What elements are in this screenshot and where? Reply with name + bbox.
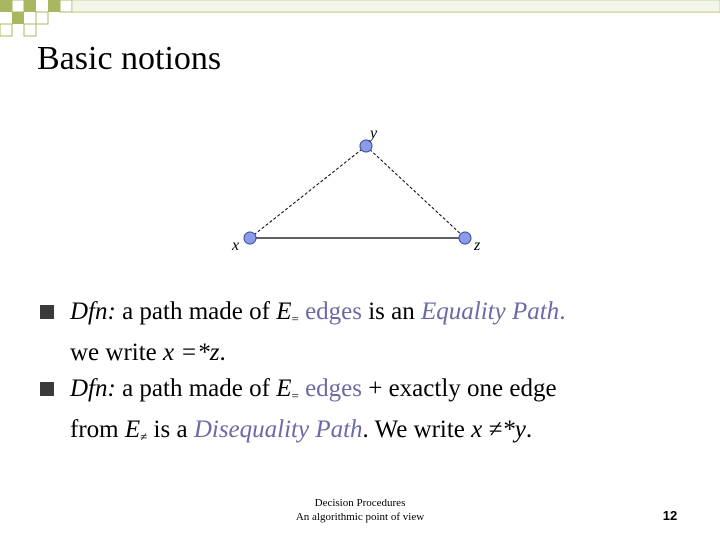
footer-line-1: Decision Procedures (314, 497, 406, 509)
bullet-1-line-1: Dfn: a path made of $E_=$ edges is an Equality Path. (70, 298, 566, 326)
bullet-2-line-2: from $E_\ne$ is a Disequality Path. We write x ≠*y. (70, 416, 533, 444)
node-label-x: x (232, 237, 240, 254)
bullet-text-2 (70, 372, 710, 454)
bullet-marker-2 (40, 382, 54, 396)
bullet-marker-1 (40, 305, 54, 319)
slide-footer (260, 496, 460, 524)
bullet-2-line-1: Dfn: a path made of $E_=$ edges + exactly one edge (70, 375, 557, 403)
edge-y-x (250, 146, 366, 238)
node-x (244, 232, 256, 244)
page-number: 12 (662, 508, 678, 523)
node-label-y: y (370, 125, 378, 142)
node-label-z: z (474, 237, 481, 254)
bullet-1-line-2: we write x =*z. (70, 339, 226, 366)
slide-title: Basic notions (37, 40, 222, 77)
footer-line-2: An algorithmic point of view (295, 511, 425, 523)
edge-y-z (366, 146, 465, 238)
bullet-text-1 (70, 295, 710, 370)
node-z (459, 232, 471, 244)
